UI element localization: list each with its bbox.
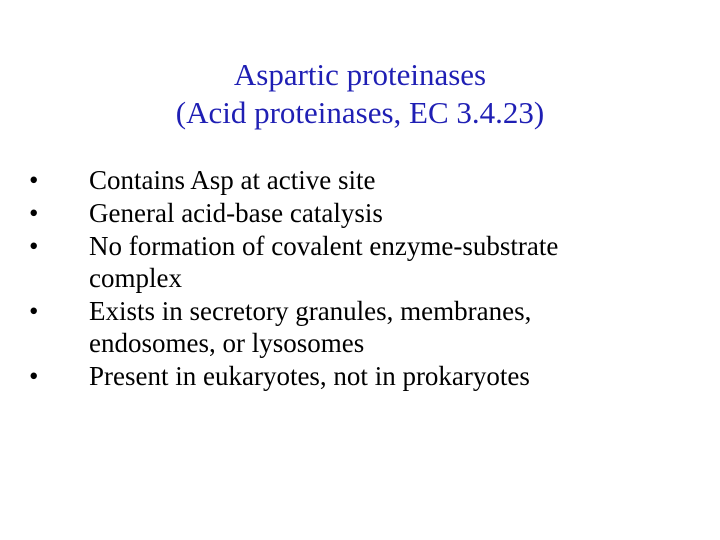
title-line-2: (Acid proteinases, EC 3.4.23) [175,95,545,130]
bullet-list [0,164,720,393]
bullet-text-line-1: Exists in secretory granules, membranes, [89,296,532,326]
bullet-dot-icon: • [29,198,39,228]
bullet-item-eukaryotes [0,360,720,392]
bullet-text: Present in eukaryotes, not in prokaryotes [89,361,530,391]
bullet-item-location [0,295,720,359]
bullet-item-active-site [0,164,720,196]
bullet-text-line-2: endosomes, or lysosomes [89,328,365,358]
bullet-dot-icon: • [29,231,39,261]
slide-title [0,56,720,132]
bullet-item-no-covalent-complex [0,230,720,294]
bullet-item-catalysis [0,197,720,229]
bullet-text-line-2: complex [89,263,182,293]
bullet-dot-icon: • [29,165,39,195]
bullet-text: General acid-base catalysis [89,198,383,228]
bullet-dot-icon: • [29,361,39,391]
bullet-text-line-1: No formation of covalent enzyme-substrate [89,231,559,261]
bullet-text: Contains Asp at active site [89,165,376,195]
bullet-dot-icon: • [29,296,39,326]
title-line-1: Aspartic proteinases [233,57,487,92]
